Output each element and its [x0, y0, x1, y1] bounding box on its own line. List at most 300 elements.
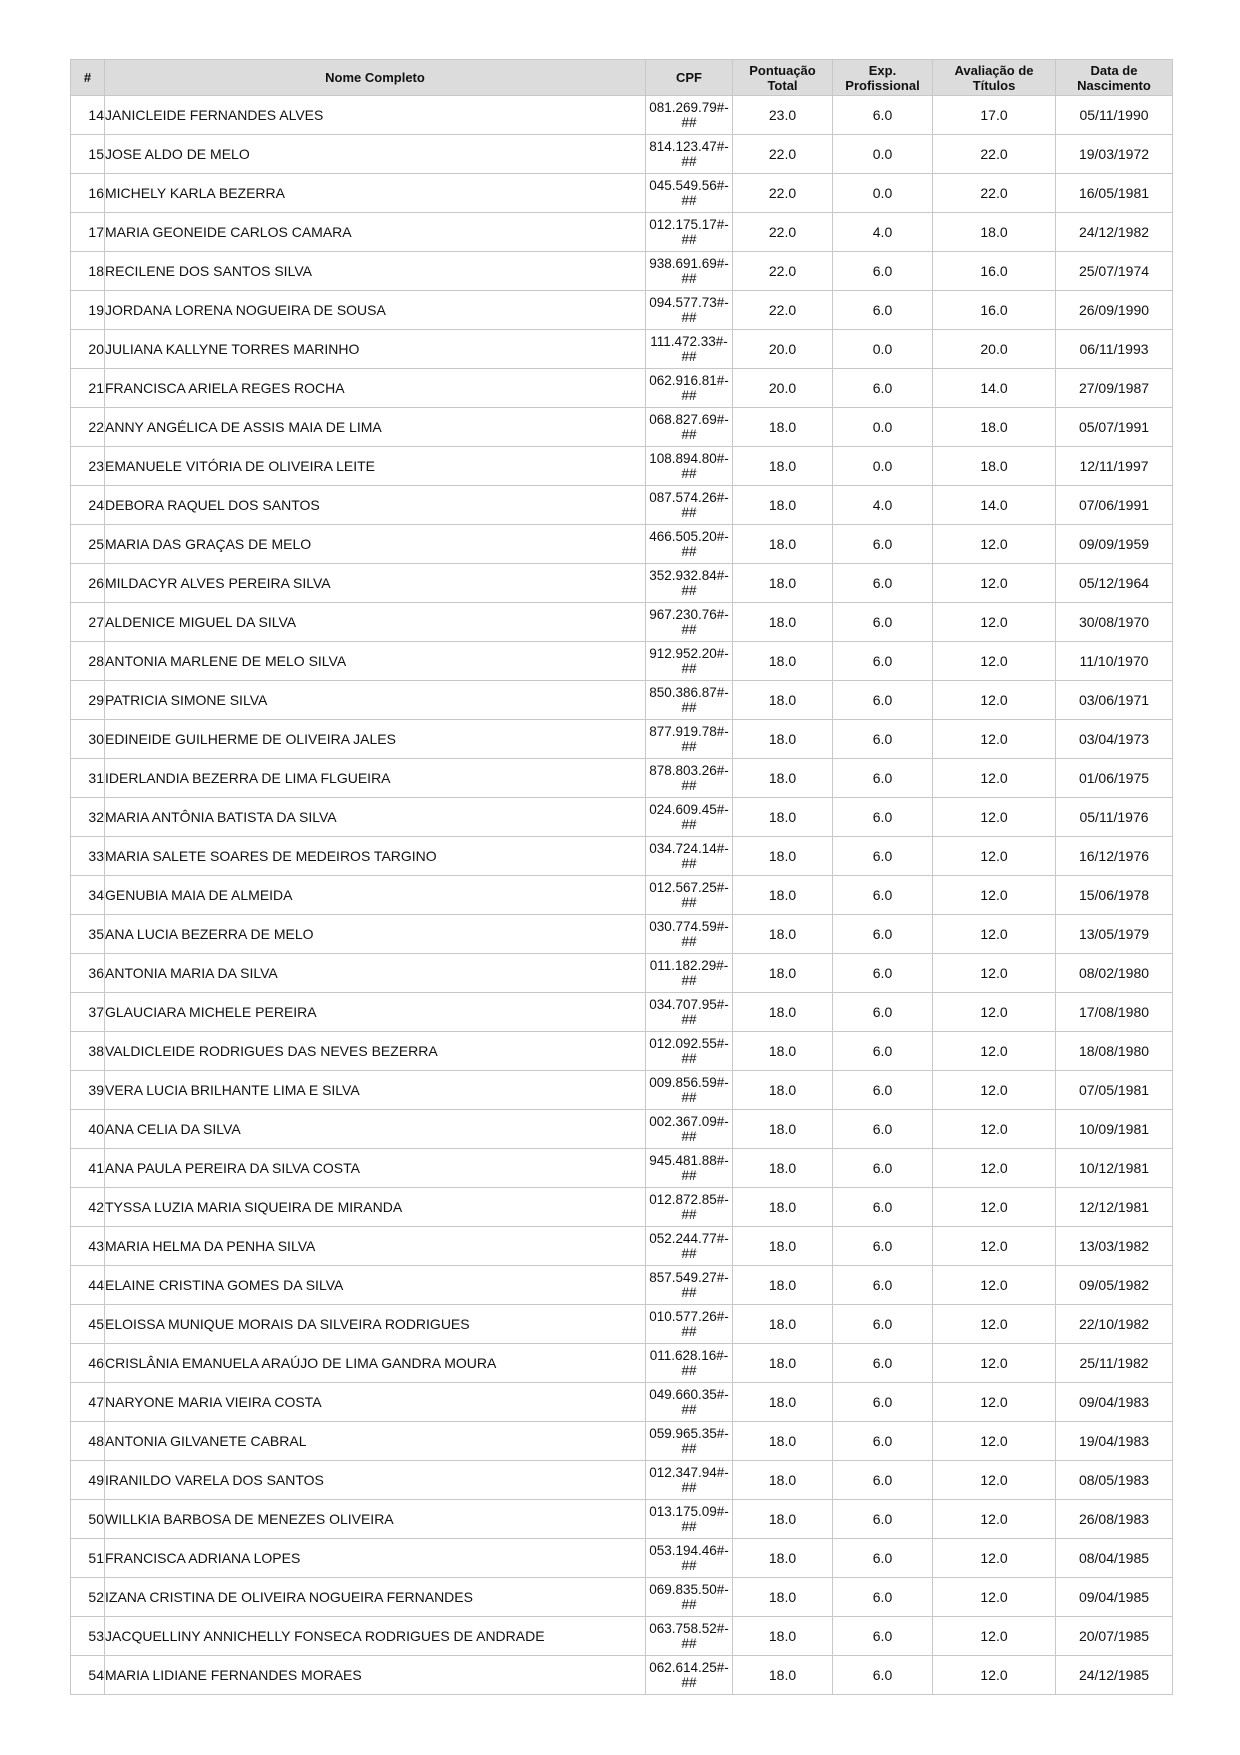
- cell-titulos: 16.0: [933, 291, 1056, 330]
- cell-birth: 26/09/1990: [1056, 291, 1173, 330]
- cell-exp: 6.0: [833, 1422, 933, 1461]
- header-cpf: [646, 60, 733, 96]
- cell-index: 19: [71, 291, 105, 330]
- cell-total: 18.0: [733, 564, 833, 603]
- cell-total: 18.0: [733, 525, 833, 564]
- cell-titulos: 12.0: [933, 1422, 1056, 1461]
- cell-cpf: [646, 1149, 733, 1188]
- cell-exp: 0.0: [833, 174, 933, 213]
- cell-name: DEBORA RAQUEL DOS SANTOS: [105, 486, 646, 525]
- cell-name: TYSSA LUZIA MARIA SIQUEIRA DE MIRANDA: [105, 1188, 646, 1227]
- cell-total: 18.0: [733, 1266, 833, 1305]
- cell-index: 36: [71, 954, 105, 993]
- cell-titulos: 12.0: [933, 1461, 1056, 1500]
- table-row: [71, 330, 1173, 369]
- cell-cpf: [646, 1032, 733, 1071]
- cell-titulos: 12.0: [933, 720, 1056, 759]
- cell-birth: 19/04/1983: [1056, 1422, 1173, 1461]
- cpf-line-2: ##: [681, 1012, 697, 1027]
- cell-birth: 24/12/1985: [1056, 1656, 1173, 1695]
- cell-cpf: [646, 1500, 733, 1539]
- cell-exp: 6.0: [833, 954, 933, 993]
- cpf-line-2: ##: [681, 1402, 697, 1417]
- cell-titulos: 14.0: [933, 369, 1056, 408]
- cpf-line-1: 053.194.46#-: [649, 1543, 729, 1558]
- cell-index: 41: [71, 1149, 105, 1188]
- cell-name: MARIA GEONEIDE CARLOS CAMARA: [105, 213, 646, 252]
- cell-titulos: 12.0: [933, 1110, 1056, 1149]
- cpf-line-1: 063.758.52#-: [649, 1621, 729, 1636]
- cell-index: 54: [71, 1656, 105, 1695]
- cell-birth: 13/03/1982: [1056, 1227, 1173, 1266]
- table-row: [71, 408, 1173, 447]
- cpf-line-2: ##: [681, 232, 697, 247]
- cell-birth: 11/10/1970: [1056, 642, 1173, 681]
- cell-birth: 08/02/1980: [1056, 954, 1173, 993]
- cell-birth: 27/09/1987: [1056, 369, 1173, 408]
- cpf-line-1: 012.175.17#-: [649, 217, 729, 232]
- table-row: [71, 1071, 1173, 1110]
- cell-birth: 26/08/1983: [1056, 1500, 1173, 1539]
- cell-birth: 12/11/1997: [1056, 447, 1173, 486]
- table-row: [71, 1617, 1173, 1656]
- cell-name: IZANA CRISTINA DE OLIVEIRA NOGUEIRA FERNANDES: [105, 1578, 646, 1617]
- header-index: [71, 60, 105, 96]
- cell-cpf: [646, 525, 733, 564]
- cell-titulos: 12.0: [933, 915, 1056, 954]
- cell-titulos: 12.0: [933, 1071, 1056, 1110]
- cell-total: 18.0: [733, 1032, 833, 1071]
- header-birth-label-line2: Nascimento: [1077, 77, 1151, 93]
- cell-titulos: 12.0: [933, 1227, 1056, 1266]
- cell-exp: 6.0: [833, 1578, 933, 1617]
- cell-index: 53: [71, 1617, 105, 1656]
- cpf-line-2: ##: [681, 1480, 697, 1495]
- cell-index: 49: [71, 1461, 105, 1500]
- cell-titulos: 12.0: [933, 954, 1056, 993]
- cell-index: 39: [71, 1071, 105, 1110]
- cell-total: 18.0: [733, 837, 833, 876]
- table-row: [71, 564, 1173, 603]
- cell-titulos: 12.0: [933, 1539, 1056, 1578]
- table-body: [71, 96, 1173, 1695]
- cell-cpf: [646, 291, 733, 330]
- cell-name: MARIA ANTÔNIA BATISTA DA SILVA: [105, 798, 646, 837]
- cell-name: ELOISSA MUNIQUE MORAIS DA SILVEIRA RODRIGUES: [105, 1305, 646, 1344]
- cpf-line-2: ##: [681, 1519, 697, 1534]
- cell-exp: 6.0: [833, 1344, 933, 1383]
- table-row: [71, 837, 1173, 876]
- cell-total: 18.0: [733, 1539, 833, 1578]
- cell-cpf: [646, 954, 733, 993]
- cell-name: ELAINE CRISTINA GOMES DA SILVA: [105, 1266, 646, 1305]
- cell-birth: 18/08/1980: [1056, 1032, 1173, 1071]
- cell-birth: 07/06/1991: [1056, 486, 1173, 525]
- cell-name: CRISLÂNIA EMANUELA ARAÚJO DE LIMA GANDRA MOURA: [105, 1344, 646, 1383]
- cell-birth: 09/04/1985: [1056, 1578, 1173, 1617]
- cell-cpf: [646, 1071, 733, 1110]
- cell-index: 51: [71, 1539, 105, 1578]
- cell-cpf: [646, 1383, 733, 1422]
- table-row: [71, 1422, 1173, 1461]
- cell-exp: 6.0: [833, 1305, 933, 1344]
- cell-total: 18.0: [733, 1071, 833, 1110]
- cell-total: 18.0: [733, 915, 833, 954]
- table-row: [71, 720, 1173, 759]
- cell-titulos: 12.0: [933, 798, 1056, 837]
- cpf-line-2: ##: [681, 310, 697, 325]
- header-exp-label-line2: Profissional: [845, 77, 920, 93]
- cpf-line-1: 045.549.56#-: [649, 178, 729, 193]
- cell-total: 18.0: [733, 681, 833, 720]
- table-row: [71, 642, 1173, 681]
- cell-exp: 6.0: [833, 291, 933, 330]
- table-row: [71, 681, 1173, 720]
- cpf-line-2: ##: [681, 1285, 697, 1300]
- cell-cpf: [646, 1539, 733, 1578]
- cell-index: 48: [71, 1422, 105, 1461]
- header-total-label-line2: Total: [767, 77, 798, 93]
- header-index-label: #: [83, 70, 92, 85]
- cell-exp: 6.0: [833, 525, 933, 564]
- results-table: [70, 59, 1173, 1695]
- table-row: [71, 603, 1173, 642]
- cell-name: VALDICLEIDE RODRIGUES DAS NEVES BEZERRA: [105, 1032, 646, 1071]
- cell-name: FRANCISCA ADRIANA LOPES: [105, 1539, 646, 1578]
- cell-cpf: [646, 252, 733, 291]
- header-titulos-label-line1: Avaliação de: [954, 62, 1034, 78]
- cell-name: ANTONIA MARLENE DE MELO SILVA: [105, 642, 646, 681]
- cell-total: 20.0: [733, 369, 833, 408]
- cell-titulos: 12.0: [933, 1383, 1056, 1422]
- cell-name: RECILENE DOS SANTOS SILVA: [105, 252, 646, 291]
- cpf-line-1: 814.123.47#-: [649, 139, 729, 154]
- cell-index: 25: [71, 525, 105, 564]
- cell-name: MICHELY KARLA BEZERRA: [105, 174, 646, 213]
- table-row: [71, 525, 1173, 564]
- cpf-line-2: ##: [681, 115, 697, 130]
- cell-total: 18.0: [733, 1656, 833, 1695]
- cpf-line-1: 011.182.29#-: [649, 958, 729, 973]
- cell-name: ANNY ANGÉLICA DE ASSIS MAIA DE LIMA: [105, 408, 646, 447]
- cell-name: IRANILDO VARELA DOS SANTOS: [105, 1461, 646, 1500]
- table-row: [71, 759, 1173, 798]
- cell-titulos: 22.0: [933, 135, 1056, 174]
- cpf-line-2: ##: [681, 1597, 697, 1612]
- cell-index: 24: [71, 486, 105, 525]
- cpf-line-2: ##: [681, 466, 697, 481]
- cell-birth: 09/04/1983: [1056, 1383, 1173, 1422]
- cell-titulos: 12.0: [933, 1305, 1056, 1344]
- cell-birth: 05/11/1990: [1056, 96, 1173, 135]
- table-row: [71, 1305, 1173, 1344]
- cell-index: 18: [71, 252, 105, 291]
- header-cpf-label: CPF: [676, 70, 702, 85]
- cell-total: 22.0: [733, 174, 833, 213]
- cell-cpf: [646, 1344, 733, 1383]
- cell-titulos: 12.0: [933, 876, 1056, 915]
- cell-exp: 6.0: [833, 1149, 933, 1188]
- cell-birth: 08/05/1983: [1056, 1461, 1173, 1500]
- table-row: [71, 876, 1173, 915]
- cell-cpf: [646, 759, 733, 798]
- cell-birth: 17/08/1980: [1056, 993, 1173, 1032]
- cell-exp: 6.0: [833, 915, 933, 954]
- cell-index: 15: [71, 135, 105, 174]
- cell-exp: 6.0: [833, 1227, 933, 1266]
- cpf-line-1: 938.691.69#-: [649, 256, 729, 271]
- cell-cpf: [646, 642, 733, 681]
- cell-cpf: [646, 876, 733, 915]
- table-row: [71, 1539, 1173, 1578]
- table-row: [71, 1344, 1173, 1383]
- cell-cpf: [646, 174, 733, 213]
- cell-cpf: [646, 1656, 733, 1695]
- cell-exp: 6.0: [833, 837, 933, 876]
- cpf-line-2: ##: [681, 427, 697, 442]
- cell-name: ANA CELIA DA SILVA: [105, 1110, 646, 1149]
- cell-cpf: [646, 1110, 733, 1149]
- cpf-line-2: ##: [681, 661, 697, 676]
- cpf-line-2: ##: [681, 1051, 697, 1066]
- cpf-line-1: 094.577.73#-: [649, 295, 729, 310]
- cell-birth: 15/06/1978: [1056, 876, 1173, 915]
- cpf-line-2: ##: [681, 1675, 697, 1690]
- cell-name: JACQUELLINY ANNICHELLY FONSECA RODRIGUES DE ANDRADE: [105, 1617, 646, 1656]
- cell-index: 38: [71, 1032, 105, 1071]
- cell-exp: 0.0: [833, 447, 933, 486]
- cell-index: 28: [71, 642, 105, 681]
- cell-cpf: [646, 1305, 733, 1344]
- cell-name: ANA PAULA PEREIRA DA SILVA COSTA: [105, 1149, 646, 1188]
- cpf-line-1: 081.269.79#-: [649, 100, 729, 115]
- cell-cpf: [646, 447, 733, 486]
- table-row: [71, 798, 1173, 837]
- cell-index: 45: [71, 1305, 105, 1344]
- cpf-line-1: 012.347.94#-: [649, 1465, 729, 1480]
- cell-name: EDINEIDE GUILHERME DE OLIVEIRA JALES: [105, 720, 646, 759]
- cell-birth: 16/05/1981: [1056, 174, 1173, 213]
- table-row: [71, 291, 1173, 330]
- cell-titulos: 12.0: [933, 525, 1056, 564]
- table-row: [71, 213, 1173, 252]
- cell-exp: 4.0: [833, 486, 933, 525]
- cell-cpf: [646, 603, 733, 642]
- cell-titulos: 12.0: [933, 759, 1056, 798]
- cpf-line-1: 034.724.14#-: [649, 841, 729, 856]
- cell-total: 18.0: [733, 1383, 833, 1422]
- cell-cpf: [646, 1461, 733, 1500]
- cpf-line-1: 945.481.88#-: [649, 1153, 729, 1168]
- cell-index: 20: [71, 330, 105, 369]
- cell-index: 29: [71, 681, 105, 720]
- cell-titulos: 12.0: [933, 993, 1056, 1032]
- cell-birth: 20/07/1985: [1056, 1617, 1173, 1656]
- cpf-line-1: 068.827.69#-: [649, 412, 729, 427]
- cell-exp: 0.0: [833, 408, 933, 447]
- cell-titulos: 14.0: [933, 486, 1056, 525]
- cpf-line-2: ##: [681, 1168, 697, 1183]
- cell-total: 18.0: [733, 486, 833, 525]
- cell-titulos: 12.0: [933, 564, 1056, 603]
- cell-name: JANICLEIDE FERNANDES ALVES: [105, 96, 646, 135]
- cell-total: 18.0: [733, 1578, 833, 1617]
- cell-cpf: [646, 1422, 733, 1461]
- cell-titulos: 12.0: [933, 1617, 1056, 1656]
- cpf-line-2: ##: [681, 778, 697, 793]
- cell-titulos: 12.0: [933, 1032, 1056, 1071]
- cell-index: 40: [71, 1110, 105, 1149]
- cell-exp: 6.0: [833, 96, 933, 135]
- cpf-line-1: 002.367.09#-: [649, 1114, 729, 1129]
- cpf-line-1: 034.707.95#-: [649, 997, 729, 1012]
- cell-cpf: [646, 135, 733, 174]
- cell-exp: 6.0: [833, 1071, 933, 1110]
- cell-exp: 6.0: [833, 603, 933, 642]
- cell-total: 22.0: [733, 213, 833, 252]
- cell-birth: 13/05/1979: [1056, 915, 1173, 954]
- cell-titulos: 12.0: [933, 1266, 1056, 1305]
- table-row: [71, 1032, 1173, 1071]
- cell-exp: 6.0: [833, 993, 933, 1032]
- cell-birth: 10/12/1981: [1056, 1149, 1173, 1188]
- cell-exp: 4.0: [833, 213, 933, 252]
- cell-birth: 25/07/1974: [1056, 252, 1173, 291]
- header-birth: [1056, 60, 1173, 96]
- cell-total: 18.0: [733, 720, 833, 759]
- table-row: [71, 1227, 1173, 1266]
- table-row: [71, 252, 1173, 291]
- cell-name: MARIA SALETE SOARES DE MEDEIROS TARGINO: [105, 837, 646, 876]
- cell-name: JULIANA KALLYNE TORRES MARINHO: [105, 330, 646, 369]
- cpf-line-2: ##: [681, 271, 697, 286]
- cell-exp: 6.0: [833, 759, 933, 798]
- cell-name: ANTONIA GILVANETE CABRAL: [105, 1422, 646, 1461]
- cell-birth: 05/07/1991: [1056, 408, 1173, 447]
- cell-cpf: [646, 1266, 733, 1305]
- cell-birth: 12/12/1981: [1056, 1188, 1173, 1227]
- cell-name: WILLKIA BARBOSA DE MENEZES OLIVEIRA: [105, 1500, 646, 1539]
- cell-exp: 6.0: [833, 1500, 933, 1539]
- cpf-line-1: 352.932.84#-: [649, 568, 729, 583]
- cell-name: MARIA LIDIANE FERNANDES MORAES: [105, 1656, 646, 1695]
- cell-exp: 6.0: [833, 1383, 933, 1422]
- cell-index: 46: [71, 1344, 105, 1383]
- cell-exp: 6.0: [833, 876, 933, 915]
- cell-name: EMANUELE VITÓRIA DE OLIVEIRA LEITE: [105, 447, 646, 486]
- cell-cpf: [646, 1227, 733, 1266]
- cell-cpf: [646, 96, 733, 135]
- cell-cpf: [646, 369, 733, 408]
- cell-index: 47: [71, 1383, 105, 1422]
- table-row: [71, 486, 1173, 525]
- cell-index: 35: [71, 915, 105, 954]
- cell-exp: 0.0: [833, 135, 933, 174]
- cpf-line-2: ##: [681, 154, 697, 169]
- header-birth-label-line1: Data de: [1090, 62, 1138, 78]
- table-row: [71, 369, 1173, 408]
- cell-total: 18.0: [733, 447, 833, 486]
- header-name-label: Nome Completo: [325, 70, 425, 85]
- cell-titulos: 12.0: [933, 837, 1056, 876]
- cell-total: 18.0: [733, 1305, 833, 1344]
- cell-name: MILDACYR ALVES PEREIRA SILVA: [105, 564, 646, 603]
- table-row: [71, 96, 1173, 135]
- cpf-line-2: ##: [681, 1363, 697, 1378]
- table-row: [71, 1149, 1173, 1188]
- cell-name: GLAUCIARA MICHELE PEREIRA: [105, 993, 646, 1032]
- table-row: [71, 954, 1173, 993]
- cell-name: FRANCISCA ARIELA REGES ROCHA: [105, 369, 646, 408]
- cell-titulos: 18.0: [933, 213, 1056, 252]
- cell-total: 18.0: [733, 759, 833, 798]
- cell-titulos: 12.0: [933, 1188, 1056, 1227]
- cell-name: JORDANA LORENA NOGUEIRA DE SOUSA: [105, 291, 646, 330]
- cell-birth: 30/08/1970: [1056, 603, 1173, 642]
- cpf-line-2: ##: [681, 544, 697, 559]
- cell-cpf: [646, 1188, 733, 1227]
- cell-exp: 6.0: [833, 798, 933, 837]
- cell-total: 18.0: [733, 954, 833, 993]
- cell-cpf: [646, 213, 733, 252]
- cpf-line-1: 108.894.80#-: [649, 451, 729, 466]
- cell-cpf: [646, 408, 733, 447]
- cell-index: 43: [71, 1227, 105, 1266]
- cell-total: 18.0: [733, 603, 833, 642]
- cpf-line-2: ##: [681, 583, 697, 598]
- cpf-line-2: ##: [681, 856, 697, 871]
- table-row: [71, 174, 1173, 213]
- cpf-line-1: 087.574.26#-: [649, 490, 729, 505]
- cell-titulos: 22.0: [933, 174, 1056, 213]
- cpf-line-2: ##: [681, 1441, 697, 1456]
- cell-titulos: 12.0: [933, 681, 1056, 720]
- cpf-line-2: ##: [681, 895, 697, 910]
- cell-exp: 6.0: [833, 564, 933, 603]
- cell-index: 27: [71, 603, 105, 642]
- cpf-line-1: 012.567.25#-: [649, 880, 729, 895]
- cell-total: 18.0: [733, 1188, 833, 1227]
- cell-birth: 25/11/1982: [1056, 1344, 1173, 1383]
- cpf-line-1: 062.614.25#-: [649, 1660, 729, 1675]
- cell-exp: 6.0: [833, 720, 933, 759]
- cell-total: 22.0: [733, 291, 833, 330]
- cell-cpf: [646, 330, 733, 369]
- cpf-line-1: 049.660.35#-: [649, 1387, 729, 1402]
- cell-total: 23.0: [733, 96, 833, 135]
- cell-total: 18.0: [733, 798, 833, 837]
- cpf-line-1: 912.952.20#-: [649, 646, 729, 661]
- cell-index: 26: [71, 564, 105, 603]
- cell-name: MARIA HELMA DA PENHA SILVA: [105, 1227, 646, 1266]
- cell-index: 44: [71, 1266, 105, 1305]
- cell-birth: 22/10/1982: [1056, 1305, 1173, 1344]
- cell-cpf: [646, 681, 733, 720]
- cell-total: 18.0: [733, 1500, 833, 1539]
- header-row: [71, 60, 1173, 96]
- cpf-line-2: ##: [681, 973, 697, 988]
- cpf-line-2: ##: [681, 817, 697, 832]
- cell-index: 14: [71, 96, 105, 135]
- cpf-line-1: 877.919.78#-: [649, 724, 729, 739]
- cell-index: 31: [71, 759, 105, 798]
- cell-total: 18.0: [733, 642, 833, 681]
- cell-titulos: 12.0: [933, 603, 1056, 642]
- cell-cpf: [646, 720, 733, 759]
- cell-titulos: 12.0: [933, 642, 1056, 681]
- cell-total: 18.0: [733, 876, 833, 915]
- cell-exp: 6.0: [833, 1617, 933, 1656]
